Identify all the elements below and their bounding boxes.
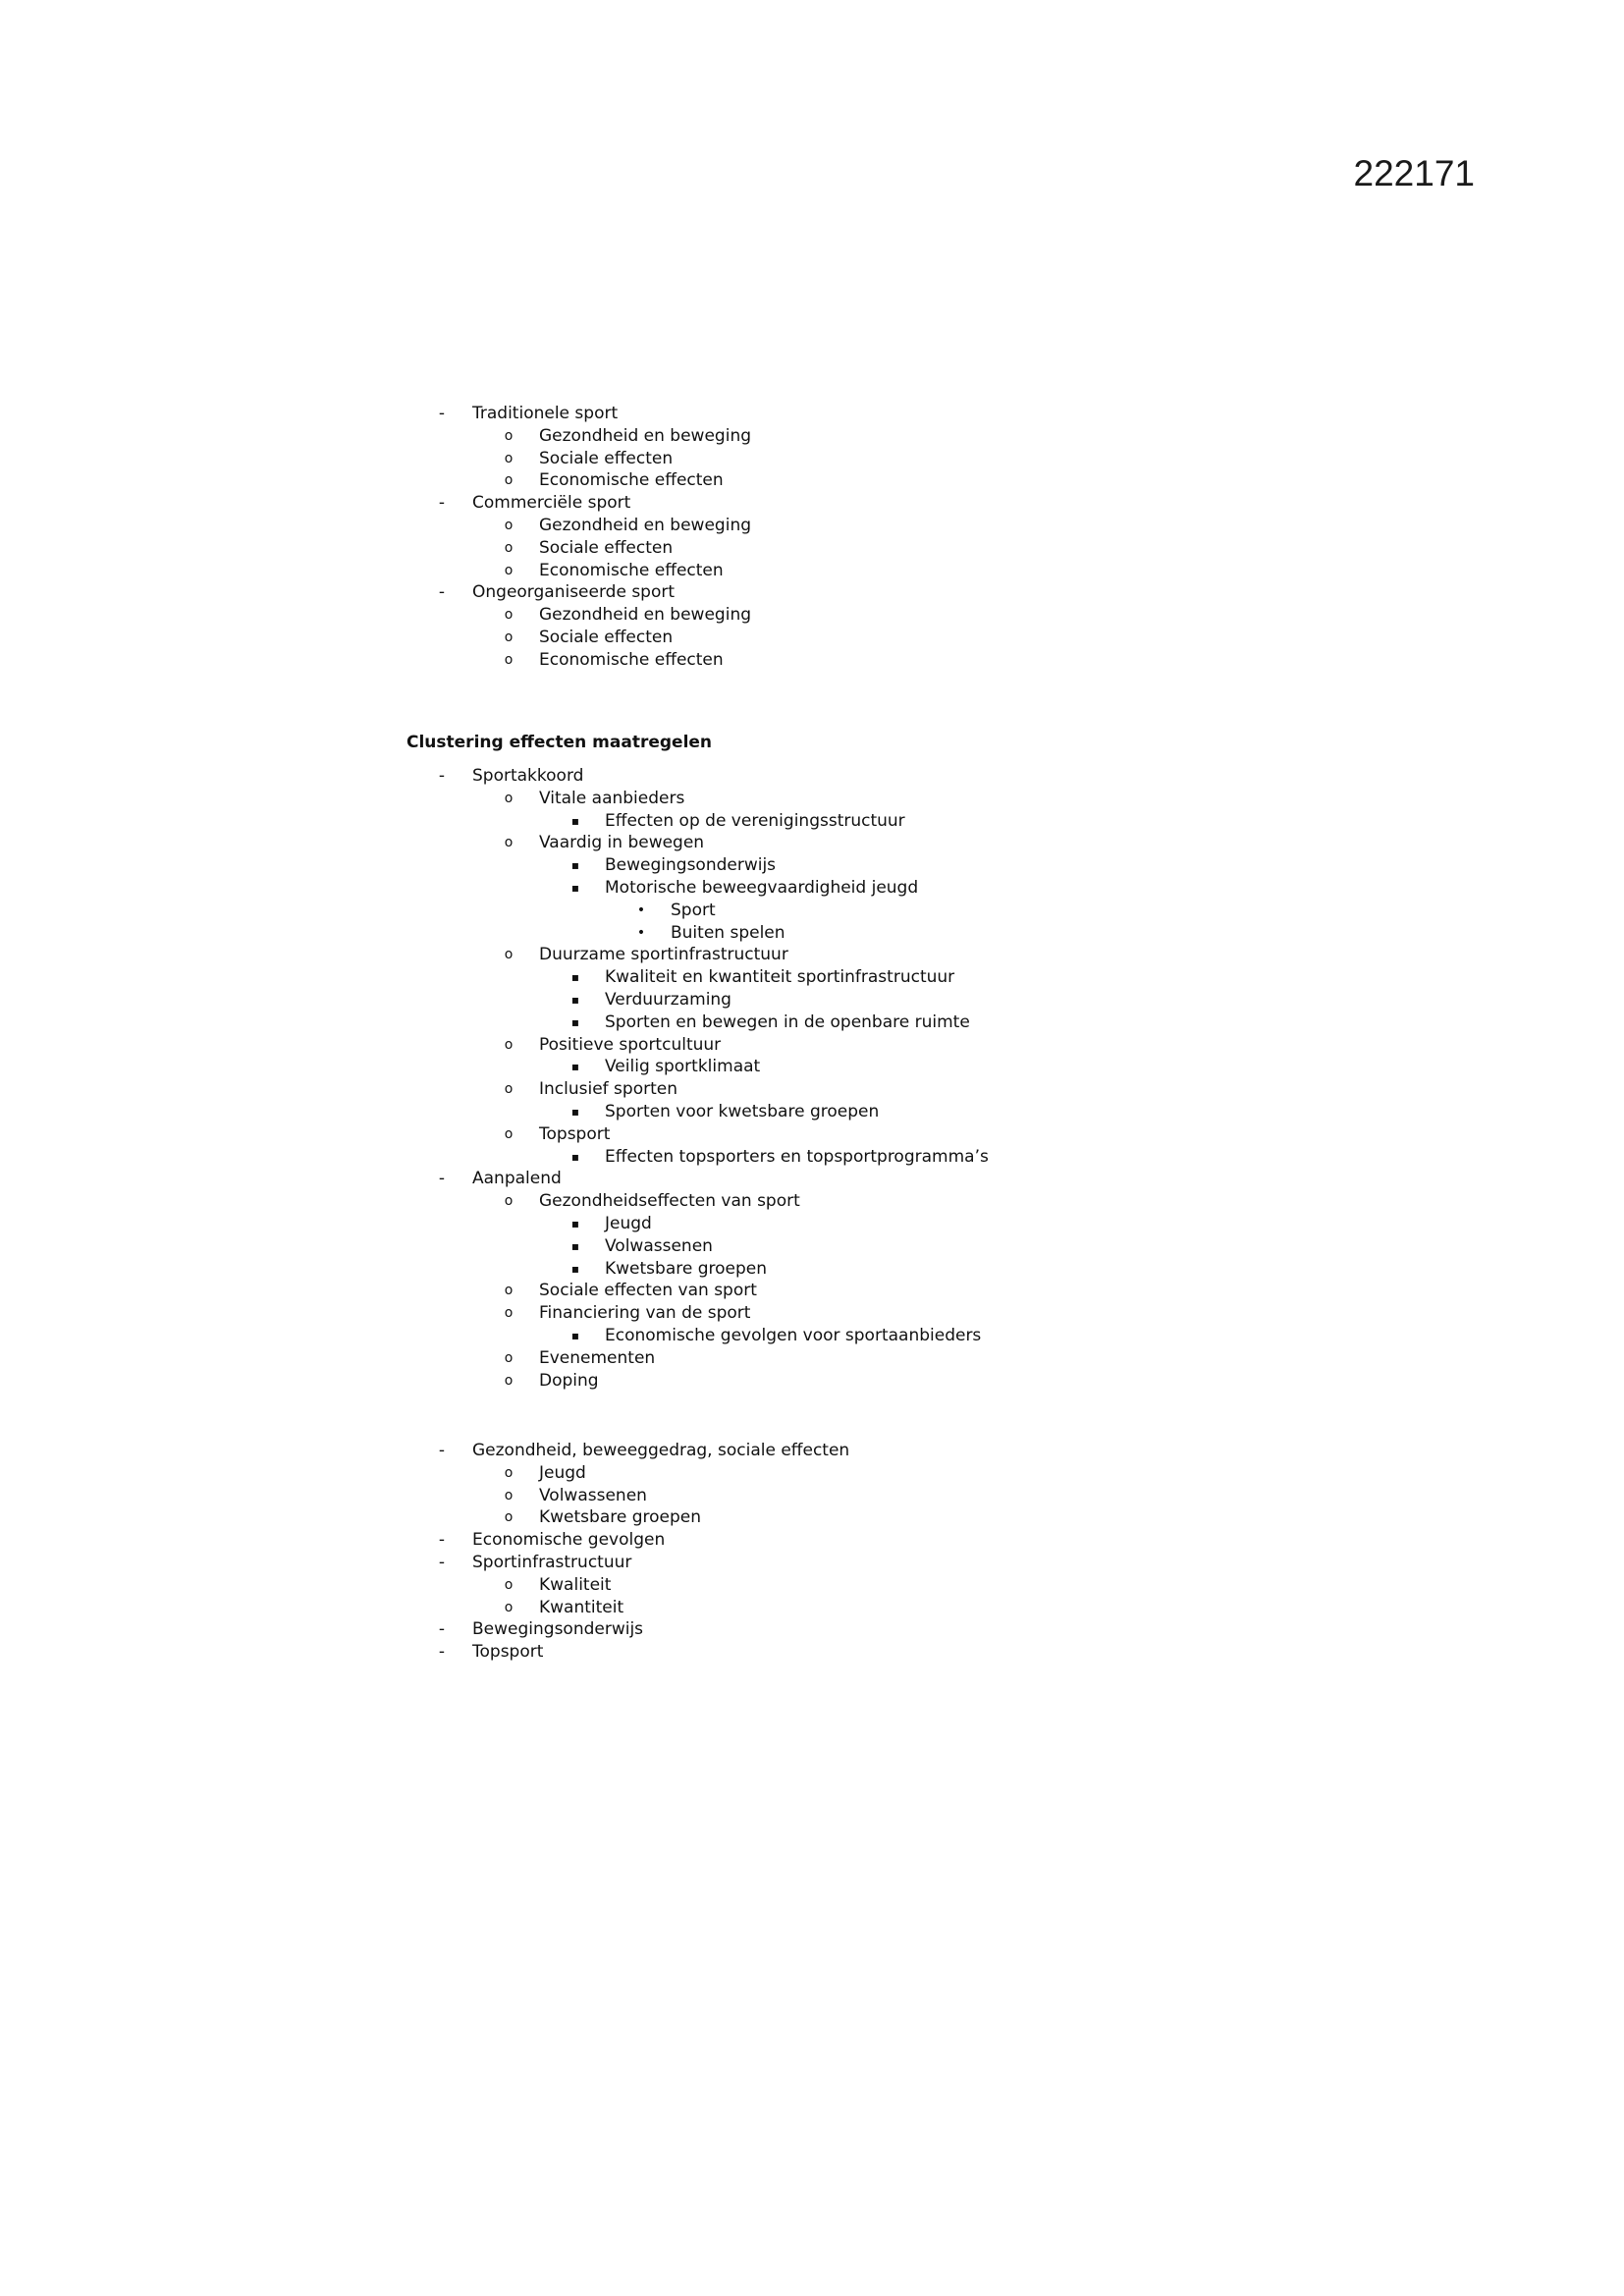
list-item — [0, 877, 1624, 900]
list-bullet: o — [504, 1464, 514, 1481]
list-bullet: ▪ — [570, 1216, 580, 1230]
list-item-text: Gezondheid, beweeggedrag, sociale effecten — [472, 1441, 850, 1460]
list-item-text: Positieve sportcultuur — [539, 1034, 722, 1055]
list-item — [0, 1597, 1624, 1619]
list-item — [0, 1258, 1624, 1281]
list-item — [0, 581, 1624, 604]
list-bullet: o — [504, 1036, 514, 1053]
document-number: 222171 — [1353, 153, 1475, 193]
list-bullet: o — [504, 629, 514, 645]
list-item — [0, 1506, 1624, 1529]
list-bullet: - — [438, 493, 446, 514]
list-item — [0, 1011, 1624, 1034]
list-item-text: Sport — [671, 900, 716, 920]
list-item — [0, 966, 1624, 989]
list-bullet: o — [504, 947, 514, 963]
list-item-text: Sociale effecten van sport — [539, 1281, 757, 1301]
list-bullet: o — [504, 1576, 514, 1593]
list-item-text: Jeugd — [605, 1213, 652, 1233]
list-bullet: o — [504, 1349, 514, 1366]
list-item — [0, 1056, 1624, 1078]
list-item-text: Economische effecten — [539, 560, 724, 580]
list-item-text: Ongeorganiseerde sport — [472, 582, 676, 603]
list-item — [0, 1370, 1624, 1393]
list-bullet: - — [438, 582, 446, 603]
list-bullet: ▪ — [570, 813, 580, 828]
list-bullet: o — [504, 835, 514, 851]
list-bullet: ▪ — [570, 880, 580, 895]
list-bullet: • — [636, 924, 646, 941]
list-bullet: o — [504, 1283, 514, 1299]
list-item-text: Kwaliteit en kwantiteit sportinfrastructuur — [605, 967, 955, 988]
list-item — [0, 1034, 1624, 1057]
list-item — [0, 425, 1624, 448]
list-item-text: Sportinfrastructuur — [472, 1552, 632, 1572]
list-item-text: Jeugd — [539, 1462, 586, 1483]
list-item — [0, 649, 1624, 672]
list-bullet: ▪ — [570, 970, 580, 985]
list-item — [0, 1101, 1624, 1123]
list-item — [0, 1641, 1624, 1664]
list-item-text: Vitale aanbieders — [539, 788, 685, 808]
list-item-text: Evenementen — [539, 1347, 656, 1368]
list-bullet: o — [504, 1509, 514, 1526]
list-item-text: Economische gevolgen — [472, 1530, 666, 1551]
list-bullet: ▪ — [570, 1104, 580, 1119]
list-item — [0, 900, 1624, 922]
list-bullet: o — [504, 1487, 514, 1503]
list-item — [0, 810, 1624, 833]
list-bullet: ▪ — [570, 1261, 580, 1276]
list-item-text: Sporten voor kwetsbare groepen — [605, 1101, 880, 1121]
list-item — [0, 1618, 1624, 1641]
list-item-text: Effecten op de verenigingsstructuur — [605, 810, 905, 831]
list-item — [0, 854, 1624, 877]
list-item-text: Volwassenen — [539, 1485, 647, 1505]
list-item-text: Kwaliteit — [539, 1574, 612, 1595]
list-bullet: - — [438, 1169, 446, 1189]
list-item — [0, 832, 1624, 854]
list-item — [0, 1440, 1624, 1462]
list-item-text: Sociale effecten — [539, 448, 674, 468]
list-bullet: ▪ — [570, 1238, 580, 1253]
list-bullet: o — [504, 651, 514, 668]
outline-list — [0, 403, 1624, 672]
list-item-text: Bewegingsonderwijs — [605, 855, 777, 876]
list-bullet: • — [636, 902, 646, 918]
list-item — [0, 1146, 1624, 1169]
list-item-text: Inclusief sporten — [539, 1079, 677, 1100]
list-bullet: o — [504, 790, 514, 806]
list-item — [0, 1213, 1624, 1235]
list-bullet: o — [504, 517, 514, 533]
outline-measures — [0, 765, 1624, 1392]
list-item — [0, 1462, 1624, 1485]
list-item-text: Kwetsbare groepen — [605, 1258, 768, 1279]
list-bullet: o — [504, 1081, 514, 1098]
outline-sport-types — [0, 403, 1624, 672]
list-item-text: Economische effecten — [539, 649, 724, 670]
list-item — [0, 788, 1624, 810]
list-item-text: Gezondheidseffecten van sport — [539, 1191, 800, 1212]
list-bullet: - — [438, 1642, 446, 1663]
list-item-text: Sportakkoord — [472, 766, 584, 786]
list-bullet: o — [504, 1305, 514, 1322]
list-bullet: - — [438, 1619, 446, 1640]
list-item — [0, 1552, 1624, 1574]
list-item-text: Veilig sportklimaat — [605, 1057, 761, 1077]
list-bullet: - — [438, 404, 446, 423]
list-item-text: Traditionele sport — [472, 404, 619, 423]
list-item — [0, 492, 1624, 515]
list-item — [0, 1078, 1624, 1101]
list-item-text: Doping — [539, 1370, 599, 1391]
list-item-text: Economische effecten — [539, 470, 724, 491]
list-bullet: o — [504, 562, 514, 578]
list-bullet: o — [504, 1125, 514, 1142]
list-item-text: Kwetsbare groepen — [539, 1507, 702, 1528]
list-item-text: Buiten spelen — [671, 922, 785, 943]
outline-list — [0, 765, 1624, 1392]
list-item — [0, 989, 1624, 1011]
outline-list — [0, 1440, 1624, 1664]
list-bullet: o — [504, 472, 514, 489]
list-item-text: Gezondheid en beweging — [539, 425, 752, 446]
list-bullet: o — [504, 1599, 514, 1615]
list-item — [0, 1485, 1624, 1507]
list-bullet: ▪ — [570, 858, 580, 873]
list-item — [0, 1235, 1624, 1258]
list-bullet: o — [504, 607, 514, 624]
list-item-text: Economische gevolgen voor sportaanbieders — [605, 1325, 982, 1345]
list-item-text: Financiering van de sport — [539, 1303, 751, 1324]
list-item — [0, 604, 1624, 627]
list-item — [0, 1529, 1624, 1552]
list-bullet: o — [504, 427, 514, 444]
list-item — [0, 1168, 1624, 1190]
list-item-text: Gezondheid en beweging — [539, 605, 752, 626]
list-item — [0, 944, 1624, 966]
list-item — [0, 1123, 1624, 1146]
outline-summary — [0, 1440, 1624, 1664]
list-item-text: Volwassenen — [605, 1235, 713, 1256]
list-bullet: o — [504, 450, 514, 466]
list-item — [0, 922, 1624, 945]
list-bullet: ▪ — [570, 1149, 580, 1164]
list-item — [0, 560, 1624, 582]
list-item — [0, 469, 1624, 492]
list-bullet: - — [438, 1552, 446, 1572]
list-item — [0, 765, 1624, 788]
list-item-text: Bewegingsonderwijs — [472, 1619, 644, 1640]
list-item — [0, 1325, 1624, 1347]
list-item — [0, 537, 1624, 560]
list-item-text: Aanpalend — [472, 1169, 562, 1189]
list-item — [0, 627, 1624, 649]
list-bullet: - — [438, 766, 446, 786]
list-item-text: Kwantiteit — [539, 1597, 624, 1617]
list-bullet: o — [504, 1372, 514, 1389]
list-item — [0, 1347, 1624, 1370]
list-item — [0, 403, 1624, 425]
list-item — [0, 515, 1624, 537]
list-bullet: o — [504, 539, 514, 556]
list-item — [0, 1190, 1624, 1213]
section-heading: Clustering effecten maatregelen — [406, 733, 713, 752]
list-item-text: Verduurzaming — [605, 989, 731, 1010]
list-bullet: - — [438, 1441, 446, 1460]
list-item-text: Sporten en bewegen in de openbare ruimte — [605, 1011, 970, 1032]
list-item-text: Commerciële sport — [472, 493, 631, 514]
list-item — [0, 448, 1624, 470]
list-bullet: ▪ — [570, 1060, 580, 1074]
list-item-text: Topsport — [472, 1642, 544, 1663]
list-bullet: ▪ — [570, 1014, 580, 1029]
list-item-text: Sociale effecten — [539, 537, 674, 558]
list-item-text: Vaardig in bewegen — [539, 833, 705, 853]
list-item — [0, 1280, 1624, 1302]
list-item-text: Sociale effecten — [539, 627, 674, 647]
list-item — [0, 1574, 1624, 1597]
list-item-text: Topsport — [539, 1123, 611, 1144]
list-item-text: Gezondheid en beweging — [539, 515, 752, 535]
list-item — [0, 1302, 1624, 1325]
list-bullet: - — [438, 1530, 446, 1551]
list-bullet: ▪ — [570, 1328, 580, 1342]
list-item-text: Duurzame sportinfrastructuur — [539, 945, 788, 965]
list-bullet: o — [504, 1193, 514, 1210]
list-item-text: Motorische beweegvaardigheid jeugd — [605, 877, 919, 898]
list-item-text: Effecten topsporters en topsportprogramma’s — [605, 1146, 989, 1167]
list-bullet: ▪ — [570, 992, 580, 1007]
